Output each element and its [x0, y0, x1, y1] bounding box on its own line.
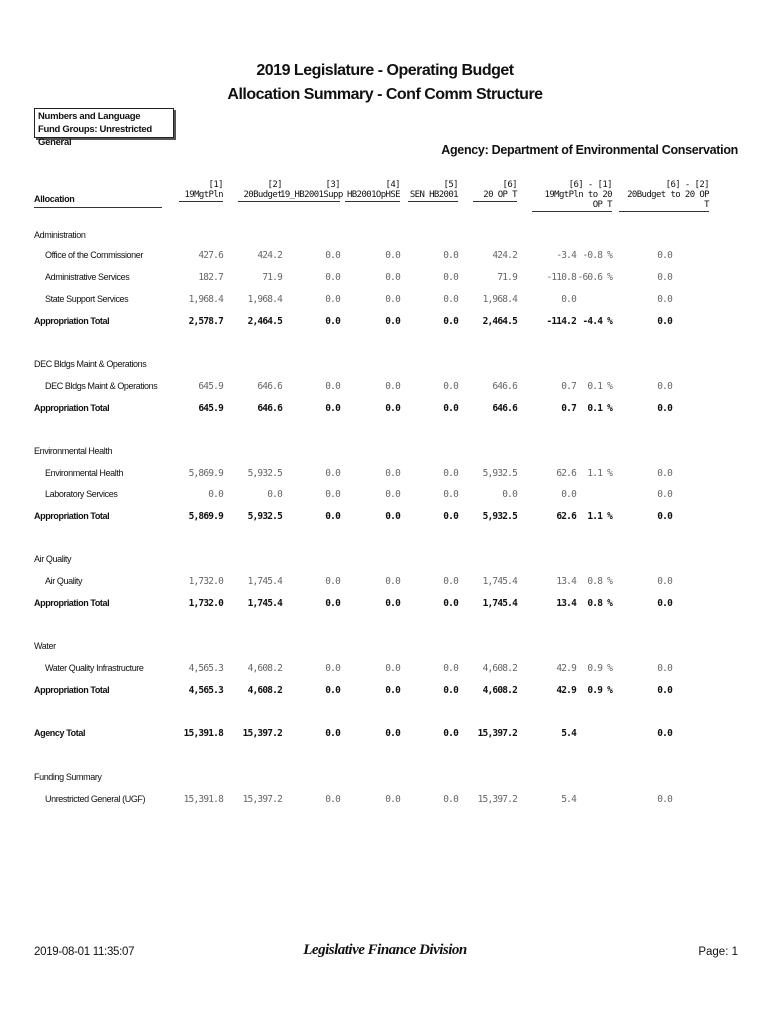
cell-col-2: 5,932.5 [247, 468, 282, 479]
column-header-label: HB2001OpHSE [346, 190, 400, 200]
cell-col-6: 4,608.2 [482, 685, 517, 696]
cell-col-5: 0.0 [443, 794, 458, 805]
column-header-4 [345, 180, 400, 202]
cell-col-1: 5,869.9 [188, 468, 223, 479]
row-label: Environmental Health [34, 446, 113, 456]
cell-col-2: 646.6 [257, 381, 282, 392]
total-row [0, 685, 770, 699]
footer-division-logo: Legislative Finance Division [303, 942, 467, 958]
cell-col-5: 0.0 [443, 511, 458, 522]
cell-col-2: 71.9 [262, 272, 282, 283]
cell-col-5: 0.0 [443, 294, 458, 305]
cell-col-5: 0.0 [443, 685, 458, 696]
section-row [0, 772, 770, 786]
cell-col-6: 424.2 [492, 250, 517, 261]
total-row [0, 316, 770, 330]
table-row [0, 489, 770, 503]
column-header-index: [6] - [2] [665, 180, 709, 190]
cell-col-1: 2,578.7 [188, 316, 223, 327]
cell-col-6: 5,932.5 [482, 468, 517, 479]
cell-col-4: 0.0 [385, 489, 400, 500]
cell-col-5: 0.0 [443, 381, 458, 392]
cell-col-5: 0.0 [443, 403, 458, 414]
row-label: Appropriation Total [34, 598, 110, 608]
cell-col-6: 71.9 [497, 272, 517, 283]
cell-col-8: 0.8 % [587, 576, 612, 587]
cell-col-5: 0.0 [443, 468, 458, 479]
cell-col-5: 0.0 [443, 728, 458, 739]
total-row [0, 598, 770, 612]
column-header-1 [179, 180, 223, 202]
cell-col-6: 5,932.5 [482, 511, 517, 522]
cell-col-4: 0.0 [385, 294, 400, 305]
cell-col-7: 0.7 [561, 381, 576, 392]
column-header-index: [6] [502, 180, 517, 190]
row-label: Unrestricted General (UGF) [45, 794, 146, 804]
row-label: Appropriation Total [34, 403, 110, 413]
fund-groups-box [34, 108, 174, 148]
cell-col-6: 15,397.2 [477, 794, 517, 805]
cell-col-8: -4.4 % [582, 316, 612, 327]
cell-col-5: 0.0 [443, 250, 458, 261]
cell-col-1: 427.6 [198, 250, 223, 261]
report-title: 2019 Legislature - Operating Budget [256, 62, 514, 79]
cell-col-7: -114.2 [546, 316, 576, 327]
column-header-label: 20Budget [238, 190, 282, 202]
section-row [0, 230, 770, 244]
cell-col-3: 0.0 [325, 468, 340, 479]
table-row [0, 794, 770, 808]
cell-col-5: 0.0 [443, 489, 458, 500]
cell-col-8: 0.8 % [587, 598, 612, 609]
cell-col-9: 0.0 [657, 576, 672, 587]
row-label: Funding Summary [34, 772, 102, 782]
footer-timestamp: 2019-08-01 11:35:07 [34, 946, 135, 958]
cell-col-4: 0.0 [385, 468, 400, 479]
fund-box-line1: Numbers and Language [38, 111, 141, 122]
column-header-label: 20Budget to 20 OP T [619, 190, 709, 212]
row-label: Administrative Services [45, 272, 130, 282]
row-label: Appropriation Total [34, 316, 110, 326]
section-row [0, 554, 770, 568]
allocation-column-header: Allocation [34, 194, 162, 208]
column-header-label: SEN HB2001 [409, 190, 458, 200]
cell-col-1: 4,565.3 [188, 685, 223, 696]
cell-col-4: 0.0 [385, 250, 400, 261]
cell-col-7: 5.4 [561, 794, 576, 805]
column-header-2 [238, 180, 282, 202]
cell-col-3: 0.0 [325, 728, 340, 739]
cell-col-9: 0.0 [657, 685, 672, 696]
cell-col-3: 0.0 [325, 576, 340, 587]
cell-col-4: 0.0 [385, 316, 400, 327]
cell-col-6: 1,745.4 [482, 576, 517, 587]
column-header-3 [280, 180, 343, 202]
table-row [0, 294, 770, 308]
cell-col-8: 1.1 % [587, 468, 612, 479]
cell-col-2: 646.6 [257, 403, 282, 414]
cell-col-7: 0.0 [561, 489, 576, 500]
cell-col-4: 0.0 [385, 728, 400, 739]
row-label: Air Quality [34, 554, 72, 564]
cell-col-3: 0.0 [325, 250, 340, 261]
cell-col-6: 646.6 [492, 403, 517, 414]
fund-box-line2: Fund Groups: Unrestricted General [38, 124, 152, 148]
cell-col-7: -110.8 [546, 272, 576, 283]
cell-col-6: 646.6 [492, 381, 517, 392]
cell-col-3: 0.0 [325, 685, 340, 696]
cell-col-7: 13.4 [556, 598, 576, 609]
column-header-label: 20 OP T [473, 190, 517, 202]
cell-col-6: 15,397.2 [477, 728, 517, 739]
cell-col-5: 0.0 [443, 598, 458, 609]
cell-col-9: 0.0 [657, 381, 672, 392]
cell-col-2: 4,608.2 [247, 663, 282, 674]
cell-col-3: 0.0 [325, 511, 340, 522]
cell-col-7: 62.6 [556, 468, 576, 479]
cell-col-5: 0.0 [443, 576, 458, 587]
cell-col-8: 0.9 % [587, 663, 612, 674]
table-row [0, 663, 770, 677]
column-header-label: 19_HB2001Supp [280, 190, 343, 200]
cell-col-3: 0.0 [325, 316, 340, 327]
row-label: Appropriation Total [34, 685, 110, 695]
cell-col-1: 1,732.0 [188, 576, 223, 587]
cell-col-4: 0.0 [385, 576, 400, 587]
cell-col-6: 1,968.4 [482, 294, 517, 305]
row-label: Environmental Health [45, 468, 124, 478]
column-header-7 [532, 180, 612, 212]
row-label: Water [34, 641, 56, 651]
column-header-6 [473, 180, 517, 202]
cell-col-4: 0.0 [385, 403, 400, 414]
cell-col-3: 0.0 [325, 663, 340, 674]
cell-col-8: -60.6 % [577, 272, 612, 283]
section-row [0, 641, 770, 655]
column-header-index: [1] [208, 180, 223, 190]
cell-col-3: 0.0 [325, 794, 340, 805]
column-header-index: [3] [325, 180, 340, 190]
row-label: Laboratory Services [45, 489, 118, 499]
cell-col-7: 42.9 [556, 685, 576, 696]
cell-col-9: 0.0 [657, 250, 672, 261]
cell-col-2: 1,745.4 [247, 576, 282, 587]
cell-col-2: 15,397.2 [242, 728, 282, 739]
cell-col-8: -0.8 % [582, 250, 612, 261]
cell-col-7: -3.4 [556, 250, 576, 261]
cell-col-2: 1,745.4 [247, 598, 282, 609]
table-row [0, 381, 770, 395]
cell-col-9: 0.0 [657, 598, 672, 609]
cell-col-2: 5,932.5 [247, 511, 282, 522]
footer-page-number: Page: 1 [698, 946, 738, 958]
cell-col-1: 5,869.9 [188, 511, 223, 522]
cell-col-3: 0.0 [325, 598, 340, 609]
cell-col-3: 0.0 [325, 294, 340, 305]
section-row [0, 359, 770, 373]
cell-col-9: 0.0 [657, 728, 672, 739]
cell-col-4: 0.0 [385, 511, 400, 522]
column-header-index: [4] [385, 180, 400, 190]
cell-col-1: 182.7 [198, 272, 223, 283]
row-label: Administration [34, 230, 86, 240]
table-row [0, 576, 770, 590]
cell-col-5: 0.0 [443, 316, 458, 327]
cell-col-8: 1.1 % [587, 511, 612, 522]
cell-col-9: 0.0 [657, 511, 672, 522]
column-header-8 [619, 180, 709, 212]
cell-col-3: 0.0 [325, 489, 340, 500]
cell-col-2: 424.2 [257, 250, 282, 261]
cell-col-9: 0.0 [657, 316, 672, 327]
row-label: Office of the Commissioner [45, 250, 143, 260]
row-label: DEC Bldgs Maint & Operations [34, 359, 147, 369]
cell-col-4: 0.0 [385, 381, 400, 392]
cell-col-7: 5.4 [561, 728, 576, 739]
cell-col-9: 0.0 [657, 489, 672, 500]
cell-col-2: 0.0 [267, 489, 282, 500]
cell-col-7: 62.6 [556, 511, 576, 522]
column-header-5 [408, 180, 458, 202]
cell-col-1: 0.0 [208, 489, 223, 500]
row-label: Water Quality Infrastructure [45, 663, 144, 673]
cell-col-1: 645.9 [198, 381, 223, 392]
row-label: Air Quality [45, 576, 83, 586]
cell-col-3: 0.0 [325, 272, 340, 283]
cell-col-9: 0.0 [657, 403, 672, 414]
table-row [0, 468, 770, 482]
cell-col-1: 15,391.8 [183, 728, 223, 739]
cell-col-4: 0.0 [385, 685, 400, 696]
cell-col-9: 0.0 [657, 272, 672, 283]
cell-col-7: 0.7 [561, 403, 576, 414]
cell-col-9: 0.0 [657, 794, 672, 805]
cell-col-6: 2,464.5 [482, 316, 517, 327]
cell-col-3: 0.0 [325, 403, 340, 414]
column-header-index: [2] [267, 180, 282, 190]
cell-col-6: 4,608.2 [482, 663, 517, 674]
cell-col-5: 0.0 [443, 272, 458, 283]
cell-col-6: 1,745.4 [482, 598, 517, 609]
table-row [0, 272, 770, 286]
total-row [0, 511, 770, 525]
row-label: DEC Bldgs Maint & Operations [45, 381, 158, 391]
report-subtitle: Allocation Summary - Conf Comm Structure [227, 86, 543, 103]
cell-col-4: 0.0 [385, 794, 400, 805]
cell-col-8: 0.1 % [587, 403, 612, 414]
cell-col-2: 1,968.4 [247, 294, 282, 305]
row-label: Appropriation Total [34, 511, 110, 521]
cell-col-8: 0.9 % [587, 685, 612, 696]
column-header-index: [5] [443, 180, 458, 190]
cell-col-7: 42.9 [556, 663, 576, 674]
cell-col-4: 0.0 [385, 272, 400, 283]
table-row [0, 250, 770, 264]
cell-col-7: 0.0 [561, 294, 576, 305]
cell-col-9: 0.0 [657, 663, 672, 674]
cell-col-3: 0.0 [325, 381, 340, 392]
column-header-index: [6] - [1] [568, 180, 612, 190]
cell-col-1: 4,565.3 [188, 663, 223, 674]
cell-col-1: 645.9 [198, 403, 223, 414]
cell-col-2: 15,397.2 [242, 794, 282, 805]
cell-col-1: 1,968.4 [188, 294, 223, 305]
row-label: Agency Total [34, 728, 86, 738]
total-row [0, 728, 770, 742]
cell-col-5: 0.0 [443, 663, 458, 674]
cell-col-7: 13.4 [556, 576, 576, 587]
cell-col-2: 4,608.2 [247, 685, 282, 696]
cell-col-4: 0.0 [385, 663, 400, 674]
cell-col-1: 1,732.0 [188, 598, 223, 609]
cell-col-1: 15,391.8 [183, 794, 223, 805]
agency-label: Agency: Department of Environmental Conservation [441, 143, 738, 157]
cell-col-9: 0.0 [657, 294, 672, 305]
row-label: State Support Services [45, 294, 129, 304]
cell-col-4: 0.0 [385, 598, 400, 609]
cell-col-9: 0.0 [657, 468, 672, 479]
cell-col-2: 2,464.5 [247, 316, 282, 327]
column-header-label: 19MgtPln to 20 OP T [532, 190, 612, 212]
cell-col-8: 0.1 % [587, 381, 612, 392]
cell-col-6: 0.0 [502, 489, 517, 500]
total-row [0, 403, 770, 417]
column-header-label: 19MgtPln [179, 190, 223, 202]
section-row [0, 446, 770, 460]
